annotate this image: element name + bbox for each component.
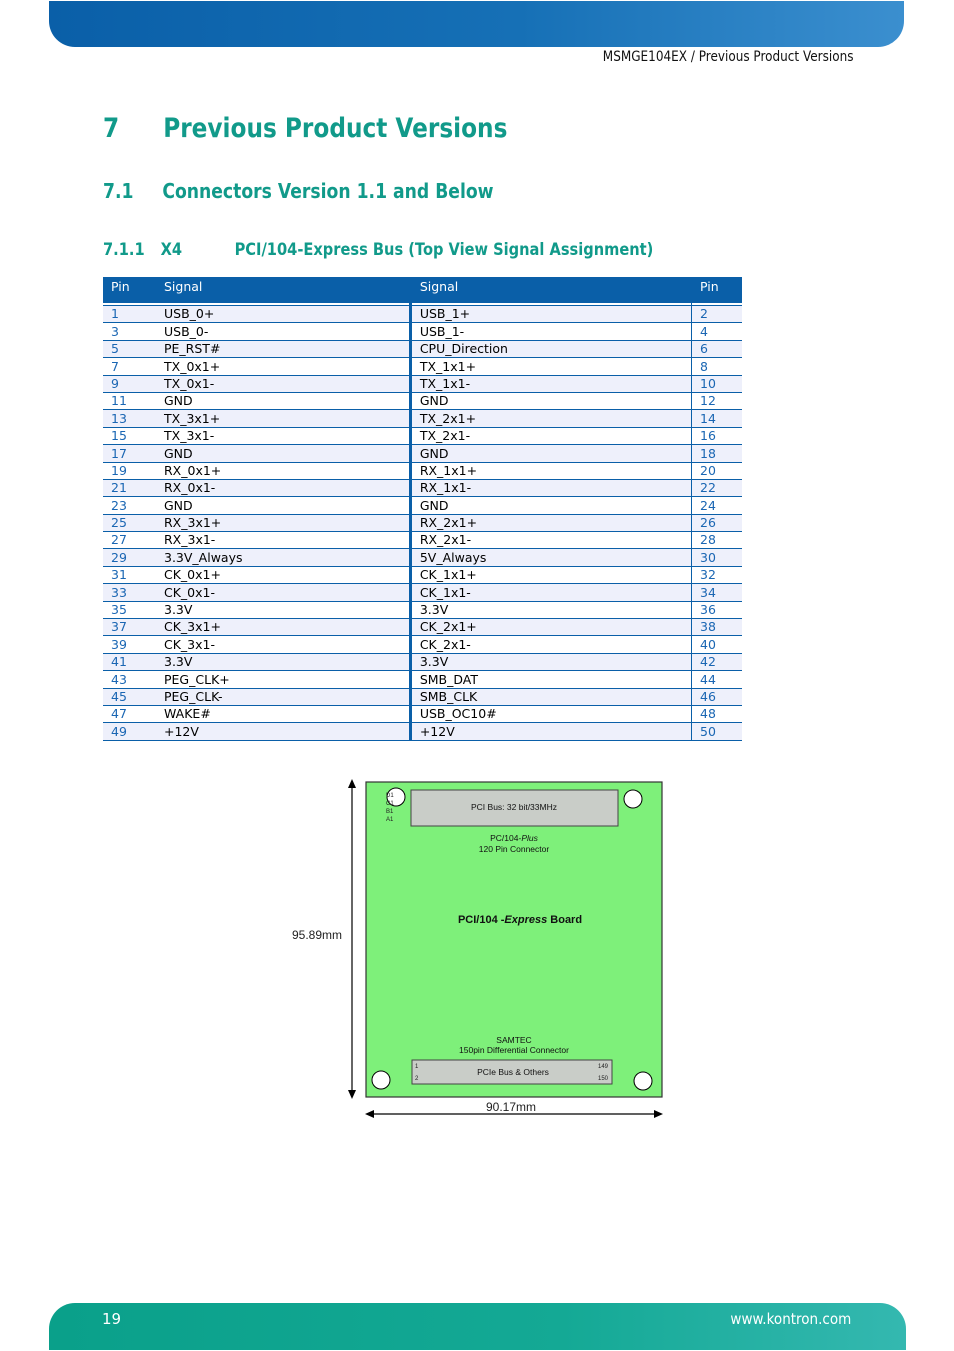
pin-right-cell: 32 — [692, 566, 743, 583]
pin-left-cell: 7 — [103, 358, 156, 375]
signal-right-cell: USB_1+ — [410, 306, 691, 323]
signal-left-cell: TX_0x1+ — [156, 358, 410, 375]
pin-left-cell: 25 — [103, 514, 156, 531]
table-row — [103, 671, 742, 688]
pin-right-cell: 36 — [692, 601, 743, 618]
col-header-signal-right: Signal — [410, 277, 691, 303]
table-row — [103, 723, 742, 740]
signal-left-cell: GND — [156, 445, 410, 462]
footer-url[interactable]: www.kontron.com — [730, 1310, 851, 1328]
signal-right-cell: RX_1x1- — [410, 479, 691, 496]
table-row — [103, 532, 742, 549]
pin-right-cell: 20 — [692, 462, 743, 479]
signal-left-cell: PE_RST# — [156, 340, 410, 357]
signal-left-cell: RX_3x1+ — [156, 514, 410, 531]
signal-left-cell: +12V — [156, 723, 410, 740]
pin-left-cell: 3 — [103, 323, 156, 340]
table-row — [103, 584, 742, 601]
pin-left-cell: 9 — [103, 375, 156, 392]
pin-right-cell: 44 — [692, 671, 743, 688]
col-header-pin-left: Pin — [103, 277, 156, 303]
table-row — [103, 705, 742, 722]
pin-left-cell: 41 — [103, 653, 156, 670]
signal-right-cell: USB_1- — [410, 323, 691, 340]
signal-right-cell: RX_2x1+ — [410, 514, 691, 531]
board-title-part3: Board — [547, 914, 583, 926]
table-row — [103, 549, 742, 566]
signal-left-cell: TX_0x1- — [156, 375, 410, 392]
table-row — [103, 601, 742, 618]
pin-right-cell: 10 — [692, 375, 743, 392]
signal-right-cell: GND — [410, 497, 691, 514]
board-title-express: Express — [504, 914, 548, 926]
pin-assignment-table — [103, 277, 742, 741]
pin-left-cell: 37 — [103, 619, 156, 636]
signal-left-cell: 3.3V — [156, 601, 410, 618]
connector-row-a1: A1 — [386, 817, 394, 823]
table-row — [103, 323, 742, 340]
signal-right-cell: RX_2x1- — [410, 532, 691, 549]
subsection-title: Connectors Version 1.1 and Below — [162, 179, 494, 203]
mounting-hole-icon — [372, 1071, 390, 1089]
signal-right-cell: +12V — [410, 723, 691, 740]
subsubsection-title: PCI/104-Express Bus (Top View Signal Assignment) — [234, 240, 654, 260]
signal-right-cell: TX_2x1- — [410, 427, 691, 444]
signal-left-cell: RX_0x1- — [156, 479, 410, 496]
pin-left-cell: 33 — [103, 584, 156, 601]
pin-left-cell: 5 — [103, 340, 156, 357]
board-title — [458, 914, 582, 926]
pci-bus-label: PCI Bus: 32 bit/33MHz — [471, 802, 557, 812]
pin-left-cell: 35 — [103, 601, 156, 618]
signal-right-cell: GND — [410, 445, 691, 462]
pin-left-cell: 45 — [103, 688, 156, 705]
height-label: 95.89mm — [292, 928, 343, 942]
col-header-signal-left: Signal — [156, 277, 410, 303]
table-row — [103, 375, 742, 392]
subsection-heading — [103, 179, 494, 203]
header-band — [49, 1, 904, 47]
table-row — [103, 479, 742, 496]
signal-left-cell: CK_3x1- — [156, 636, 410, 653]
signal-right-cell: CK_2x1+ — [410, 619, 691, 636]
pin-right-cell: 12 — [692, 392, 743, 409]
signal-right-cell: RX_1x1+ — [410, 462, 691, 479]
signal-right-cell: TX_2x1+ — [410, 410, 691, 427]
signal-left-cell: RX_3x1- — [156, 532, 410, 549]
signal-right-cell: 5V_Always — [410, 549, 691, 566]
pin-right-cell: 24 — [692, 497, 743, 514]
pin-left-cell: 27 — [103, 532, 156, 549]
samtec-caption: SAMTEC — [496, 1035, 532, 1045]
pin-right-cell: 40 — [692, 636, 743, 653]
connector-row-c1: C1 — [386, 801, 394, 807]
pin-right-cell: 46 — [692, 688, 743, 705]
pin-right-cell: 50 — [692, 723, 743, 740]
table-row — [103, 497, 742, 514]
signal-right-cell: TX_1x1- — [410, 375, 691, 392]
pin-right-cell: 34 — [692, 584, 743, 601]
pin-right-cell: 14 — [692, 410, 743, 427]
table-row — [103, 566, 742, 583]
page-number: 19 — [102, 1310, 122, 1328]
table-row — [103, 410, 742, 427]
signal-left-cell: CK_0x1- — [156, 584, 410, 601]
signal-right-cell: CK_1x1+ — [410, 566, 691, 583]
signal-left-cell: RX_0x1+ — [156, 462, 410, 479]
signal-right-cell: CK_1x1- — [410, 584, 691, 601]
pcie-pin-2: 2 — [415, 1076, 419, 1082]
pin-left-cell: 11 — [103, 392, 156, 409]
pcie-pin-149: 149 — [598, 1064, 609, 1070]
board-diagram — [285, 775, 675, 1120]
pin-right-cell: 22 — [692, 479, 743, 496]
connector-id: X4 — [160, 240, 183, 260]
pin-left-cell: 29 — [103, 549, 156, 566]
signal-right-cell: CK_2x1- — [410, 636, 691, 653]
mounting-hole-icon — [624, 790, 642, 808]
connector-row-b1: B1 — [386, 809, 394, 815]
pin-right-cell: 38 — [692, 619, 743, 636]
differential-connector-caption: 150pin Differential Connector — [459, 1045, 569, 1055]
subsubsection-number: 7.1.1 — [103, 240, 145, 260]
signal-left-cell: 3.3V_Always — [156, 549, 410, 566]
pin-right-cell: 48 — [692, 705, 743, 722]
pin-right-cell: 30 — [692, 549, 743, 566]
signal-left-cell: USB_0- — [156, 323, 410, 340]
pin-left-cell: 17 — [103, 445, 156, 462]
running-header: MSMGE104EX / Previous Product Versions — [603, 49, 854, 65]
pin-right-cell: 4 — [692, 323, 743, 340]
signal-left-cell: CK_0x1+ — [156, 566, 410, 583]
table-row — [103, 462, 742, 479]
signal-left-cell: GND — [156, 392, 410, 409]
pc104-plus-caption — [490, 833, 538, 843]
pin-left-cell: 23 — [103, 497, 156, 514]
width-arrow-left-icon — [365, 1110, 374, 1118]
signal-left-cell: USB_0+ — [156, 306, 410, 323]
pin-right-cell: 16 — [692, 427, 743, 444]
height-arrow-top-icon — [348, 779, 356, 788]
table-row — [103, 636, 742, 653]
pin-right-cell: 18 — [692, 445, 743, 462]
section-heading — [103, 113, 507, 144]
table-header-row — [103, 277, 742, 303]
signal-right-cell: SMB_CLK — [410, 688, 691, 705]
pin-right-cell: 26 — [692, 514, 743, 531]
table-row — [103, 688, 742, 705]
signal-left-cell: CK_3x1+ — [156, 619, 410, 636]
table-row — [103, 358, 742, 375]
table-body — [103, 303, 742, 740]
signal-right-cell: 3.3V — [410, 653, 691, 670]
pin-left-cell: 1 — [103, 306, 156, 323]
section-title: Previous Product Versions — [163, 113, 508, 144]
table-row — [103, 306, 742, 323]
signal-left-cell: 3.3V — [156, 653, 410, 670]
signal-right-cell: GND — [410, 392, 691, 409]
pin-right-cell: 6 — [692, 340, 743, 357]
mounting-hole-icon — [634, 1072, 652, 1090]
pc104-prefix: PC/104- — [490, 833, 522, 843]
signal-left-cell: PEG_CLK+ — [156, 671, 410, 688]
signal-left-cell: PEG_CLK- — [156, 688, 410, 705]
subsubsection-heading — [103, 240, 653, 260]
pcie-pin-150: 150 — [598, 1076, 609, 1082]
pcie-pin-1: 1 — [415, 1064, 419, 1070]
signal-left-cell: WAKE# — [156, 705, 410, 722]
subsection-number: 7.1 — [103, 179, 134, 203]
signal-right-cell: 3.3V — [410, 601, 691, 618]
pin-left-cell: 31 — [103, 566, 156, 583]
pin-right-cell: 2 — [692, 306, 743, 323]
pin-right-cell: 8 — [692, 358, 743, 375]
board-title-part1: PCI/104 - — [457, 914, 505, 926]
table-row — [103, 392, 742, 409]
pin-left-cell: 43 — [103, 671, 156, 688]
width-label: 90.17mm — [486, 1100, 537, 1114]
pin-left-cell: 39 — [103, 636, 156, 653]
pcie-bus-label: PCIe Bus & Others — [477, 1067, 549, 1077]
table-row — [103, 619, 742, 636]
width-arrow-right-icon — [654, 1110, 663, 1118]
pin-left-cell: 49 — [103, 723, 156, 740]
pin-right-cell: 42 — [692, 653, 743, 670]
signal-right-cell: USB_OC10# — [410, 705, 691, 722]
pin-left-cell: 13 — [103, 410, 156, 427]
pin-left-cell: 21 — [103, 479, 156, 496]
table-row — [103, 653, 742, 670]
table-row — [103, 340, 742, 357]
signal-left-cell: TX_3x1- — [156, 427, 410, 444]
pin-left-cell: 19 — [103, 462, 156, 479]
pin-left-cell: 15 — [103, 427, 156, 444]
pin-left-cell: 47 — [103, 705, 156, 722]
table-row — [103, 427, 742, 444]
height-arrow-bottom-icon — [348, 1090, 356, 1099]
signal-right-cell: SMB_DAT — [410, 671, 691, 688]
signal-right-cell: TX_1x1+ — [410, 358, 691, 375]
connector-row-d1: D1 — [386, 793, 394, 799]
table-row — [103, 445, 742, 462]
section-number: 7 — [103, 113, 120, 144]
signal-left-cell: TX_3x1+ — [156, 410, 410, 427]
col-header-pin-right: Pin — [692, 277, 743, 303]
pc104-plus-italic: Plus — [521, 833, 538, 843]
pin-connector-caption: 120 Pin Connector — [478, 844, 550, 854]
signal-left-cell: GND — [156, 497, 410, 514]
signal-right-cell: CPU_Direction — [410, 340, 691, 357]
pin-right-cell: 28 — [692, 532, 743, 549]
table-row — [103, 514, 742, 531]
